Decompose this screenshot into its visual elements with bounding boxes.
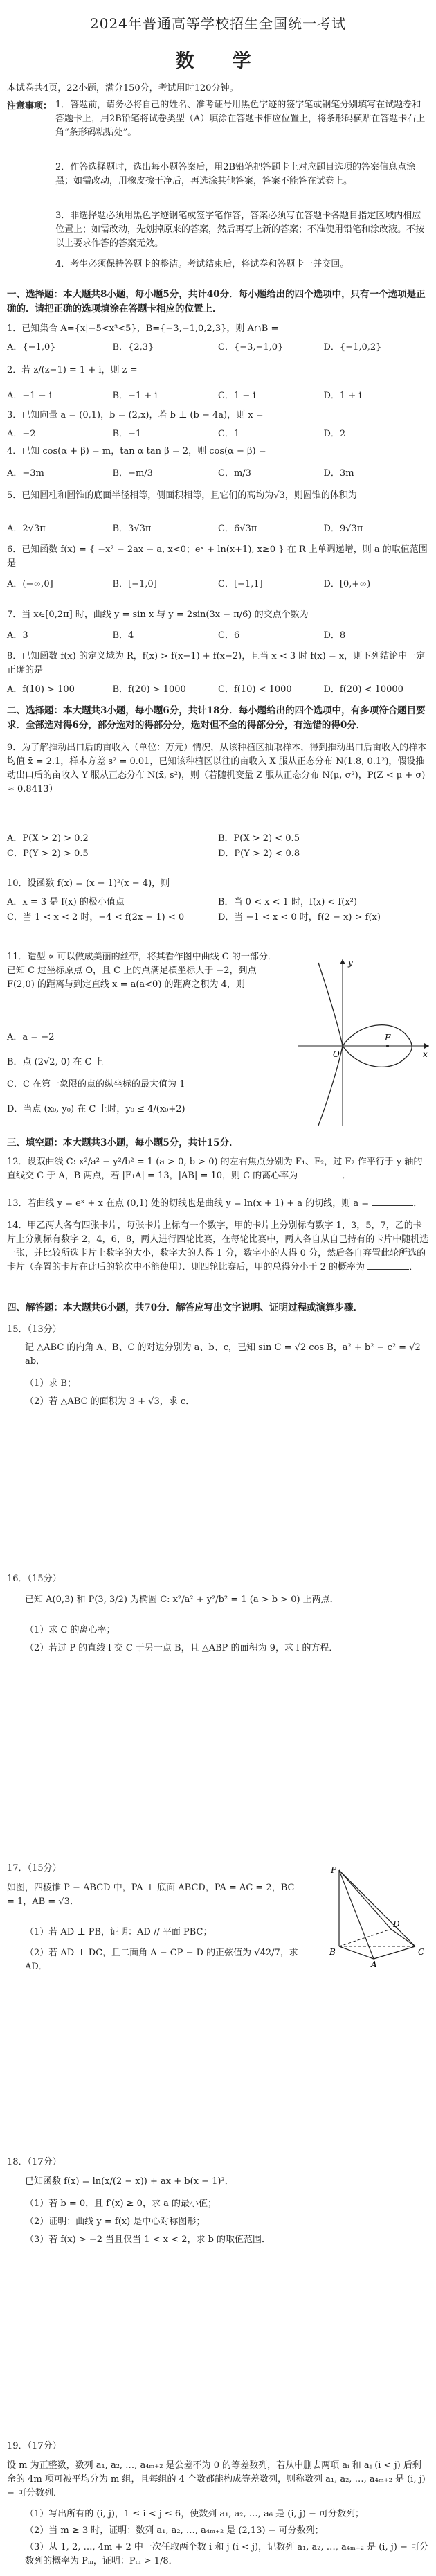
x-axis-label: x [423,1049,428,1059]
question-stem: 9．为了解推动出口后的亩收入（单位：万元）情况，从该种植区抽取样本，得到推动出口后亩收入的样本均值 x̄ = 2.1，样本方差 s² = 0.01，已知该种植区以往的亩收入 X 服从正态分布 N(1.8, 0.1²)，假设推动出口后的亩收入 Y 服从正态分布 N(x̄, s²)，则（若随机变量 Z 服从正态分布 N(μ, σ²)，P(Z < μ + σ) ≈ 0.8413） [7,743,427,795]
option-b: B．P(X > 2) < 0.5 [218,833,300,844]
option-a: A．a = −2 [7,1032,55,1042]
section-heading: 一、选择题：本大题共8小题，每小题5分，共计40分．每小题给出的四个选项中，只有一个选项是正确的．请把正确的选项填涂在答题卡相应的位置上． [7,289,426,314]
question-stem: 3．已知向量 a = (0,1)，b = (2,x)，若 b ⊥ (b − 4a)，则 x = [7,410,264,420]
x-axis-arrow [424,1043,429,1049]
option-b: B．当 0 < x < 1 时，f(x) < f(x²) [218,897,357,907]
origin-label: O [333,1049,340,1059]
option-c: C．1 [218,429,240,439]
question-text: 14．甲乙两人各有四张卡片，每张卡片上标有一个数字，甲的卡片上分别标有数字 1，3，5，7，乙的卡片上分别标有数字 2，4，6，8，两人进行四轮比赛，在每轮比赛中，两人各自从自己持有的卡片中随机选一张，并比较所选卡片上数字的大小，数字大的人得 1 分，数字小的人得 0 分，然后各自弃置此轮所选的卡片（弃置的卡片在此后的轮次中不能使用）．则四轮比赛后，甲的总得分小于 2 的概率为 [7,1220,429,1273]
answer-blank[interactable] [372,1205,413,1206]
question-head: 17．（15分） [7,1863,62,1874]
question-head: 15．（13分） [7,1324,62,1335]
question-head: 16．（15分） [7,1574,62,1584]
option-d: D．3m [323,468,354,479]
notice-item: 1．答题前，请务必将自己的姓名、准考证号用黑色字迹的签字笔或钢笔分别填写在试题卷和答题卡上，用2B铅笔将试卷类型（A）填涂在答题卡相应位置上，将条形码横贴在答题卡右上角“条形码粘贴处”。 [55,100,426,139]
option-a: A．−2 [7,429,36,439]
notice-item: 4．考生必须保持答题卡的整洁。考试结束后，将试卷和答题卡一并交回。 [55,259,349,269]
option-c: C．P(Y > 2) > 0.5 [7,849,89,860]
option-d: D．P(Y > 2) < 0.8 [218,849,300,860]
option-a: A．2√3π [7,524,46,534]
question-part: （2）若过 P 的直线 l 交 C 于另一点 B，且 △ABP 的面积为 9，求 l 的方程． [25,1643,338,1653]
question-stem: 13．若曲线 y = eˣ + x 在点 (0,1) 处的切线也是曲线 y = ln(x + 1) + a 的切线，则 a = ． [7,1198,423,1209]
option-row [7,682,429,695]
option-row [7,388,429,401]
option-a: A．−1 − i [7,391,52,401]
question-stem: 5．已知圆柱和圆锥的底面半径相等，侧面积相等，且它们的高均为√3，则圆锥的体积为 [7,490,357,501]
question-stem: 12．设双曲线 C: x²/a² − y²/b² = 1 (a > 0, b > 0) 的左右焦点分别为 F₁、F₂，过 F₂ 作平行于 y 轴的直线交 C 于 A，B 两点，若 |F₁A| = 13，|AB| = 10，则 C 的离心率为 ． [7,1157,423,1182]
question-stem: 8．已知函数 f(x) 的定义域为 R，f(x) > f(x−1) + f(x−2)，且当 x < 3 时 f(x) = x，则下列结论中一定正确的是 [7,651,426,676]
question-stem: 设 m 为正整数，数列 a₁, a₂, …, a₄ₘ₊₂ 是公差不为 0 的等差数列，若从中删去两项 aᵢ 和 aⱼ (i < j) 后剩余的 4m 项可被平均分为 m 组，且每组的 4 个数都能构成等差数列，则称数列 a₁, a₂, …, a₄ₘ₊₂ 是 (i, j) − 可分数列． [7,2460,426,2499]
option-b: B．f(20) > 1000 [112,684,186,695]
pyramid-figure [325,1863,429,1967]
option-d: D．2 [323,429,346,439]
option-row [7,339,429,353]
intro-text: 本试卷共4页，22小题，满分150分，考试用时120分钟。 [7,83,239,94]
notice-item: 2．作答选择题时，选出每小题答案后，用2B铅笔把答题卡上对应题目选项的答案信息点涂黑；如需改动，用橡皮擦干净后，再选涂其他答案，答案不能答在试卷上。 [55,162,416,187]
option-row [7,521,429,534]
option-c: C．f(10) < 1000 [218,684,292,695]
option-a: A．(−∞,0] [7,579,53,589]
question-text: 12．设双曲线 C: x²/a² − y²/b² = 1 (a > 0, b > 0) 的左右焦点分别为 F₁、F₂，过 F₂ 作平行于 y 轴的直线交 C 于 A，B 两点，若 |F₁A| = 13，|AB| = 10，则 C 的离心率为 [7,1157,423,1182]
question-head: 18．（17分） [7,2157,62,2167]
option-b: B．−m/3 [112,468,153,479]
edge-bc [374,1946,415,1959]
question-part: （2）若 △ABC 的面积为 3 + √3，求 c． [25,1396,195,1407]
question-part: （1）若 AD ⊥ PB，证明：AD // 平面 PBC； [25,1927,212,1937]
vertex-label: D [393,1919,400,1929]
question-part: （2）证明：曲线 y = f(x) 是中心对称图形； [25,2217,206,2227]
question-part: （1）写出所有的 (i, j)，1 ≤ i < j ≤ 6，使数列 a₁, a₂, …, a₆ 是 (i, j) − 可分数列； [25,2509,365,2519]
option-row [7,576,429,589]
question-part: （1）求 B； [25,1378,76,1389]
option-d: D．8 [323,630,346,641]
option-a: A．P(X > 2) > 0.2 [7,833,89,844]
vertex-label: B [329,1947,336,1957]
notice-label: 注意事项： [7,101,53,112]
question-stem: 4．已知 cos(α + β) = m，tan α tan β = 2，则 cos(α − β) = [7,446,266,456]
option-c: C．m/3 [218,468,251,479]
notice-item: 3．非选择题必须用黑色字迹钢笔或签字笔作答，答案必须写在答题卡各题目指定区域内相应位置上；如需改动，先划掉原来的答案，然后再写上新的答案；不准使用铅笔和涂改液。不按以上要求作答的答案无效。 [55,211,425,249]
option-b: B．点 (2√2, 0) 在 C 上 [7,1057,104,1067]
question-part: （3）若 f(x) > −2 当且仅当 1 < x < 2，求 b 的取值范围． [25,2235,271,2245]
vertex-label: C [418,1947,425,1957]
subject-title: 数 学 [175,51,261,72]
question-part: （1）若 b = 0，且 f′(x) ≥ 0，求 a 的最小值； [25,2199,217,2209]
option-c: C．[−1,1] [218,579,263,589]
edge-cd [391,1929,415,1946]
edge-ab [339,1946,374,1959]
focus-label: F [385,1033,391,1042]
option-b: B．−1 [112,429,142,439]
question-stem: 7．当 x∈[0,2π] 时，曲线 y = sin x 与 y = 2sin(3x − π/6) 的交点个数为 [7,610,309,620]
option-b: B．{2,3} [112,342,154,353]
y-axis-arrow [340,959,345,964]
option-d: D．当 −1 < x < 0 时，f(2 − x) > f(x) [218,912,381,923]
option-row [7,628,429,641]
question-stem: 如图，四棱锥 P − ABCD 中，PA ⊥ 底面 ABCD，PA = AC = 2，BC = 1，AB = √3． [7,1883,295,1908]
answer-blank[interactable] [367,1269,409,1270]
option-b: B．3√3π [112,524,152,534]
question-part: （3）从 1, 2, …, 4m + 2 中一次任取两个数 i 和 j (i < j)，记数列 a₁, a₂, …, a₄ₘ₊₂ 是 (i, j) − 可分数列的概率为 Pₘ，证明：Pₘ > 1/8． [25,2542,428,2567]
option-row [7,465,429,479]
option-a: A．3 [7,630,28,641]
option-d: D．当点 (x₀, y₀) 在 C 上时，y₀ ≤ 4/(x₀+2) [7,1104,185,1114]
option-c: C．C 在第一象限的点的纵坐标的最大值为 1 [7,1079,185,1090]
option-a: A．{−1,0} [7,342,56,353]
question-part: （2）当 m ≥ 3 时，证明：数列 a₁, a₂, …, a₄ₘ₊₂ 是 (2,13) − 可分数列； [25,2525,324,2536]
question-stem: 记 △ABC 的内角 A、B、C 的对边分别为 a、b、c，已知 sin C = √2 cos B，a² + b² − c² = √2 ab． [25,1342,421,1367]
edge-pb [339,1870,374,1959]
option-b: B．4 [112,630,134,641]
question-stem: 已知 A(0,3) 和 P(3, 3/2) 为椭圆 C: x²/a² + y²/b² = 1 (a > b > 0) 上两点． [25,1595,339,1605]
option-d: D．1 + i [323,391,362,401]
option-d: D．9√3π [323,524,363,534]
option-d: D．{−1,0,2} [323,342,382,353]
option-a: A．−3m [7,468,44,479]
question-stem: 1．已知集合 A={x|−5<x³<5}，B={−3,−1,0,2,3}，则 A∩B = [7,323,279,334]
option-a: A．x = 3 是 f(x) 的极小值点 [7,897,125,907]
question-stem: 6．已知函数 f(x) = { −x² − 2ax − a, x<0；eˣ + ln(x+1), x≥0 } 在 R 上单调递增，则 a 的取值范围是 [7,544,428,569]
question-stem: 10．设函数 f(x) = (x − 1)²(x − 4)，则 [7,878,170,889]
option-grid [7,831,429,862]
option-d: D．f(20) < 10000 [323,684,403,695]
option-c: C．当 1 < x < 2 时，−4 < f(2x − 1) < 0 [7,912,185,923]
question-head: 19．（17分） [7,2441,62,2451]
option-row [7,426,429,439]
section-heading: 三、填空题：本大题共3小题，每小题5分，共计15分． [7,1137,239,1148]
edge-pd [339,1870,391,1929]
option-b: B．[−1,0] [112,579,157,589]
option-a: A．f(10) > 100 [7,684,75,695]
focus-point [386,1045,389,1047]
y-axis-label: y [348,958,353,968]
option-c: C．1 − i [218,391,256,401]
section-heading: 二、选择题：本大题共3小题，每小题6分，共计18分．每小题给出的四个选项中，有多项符合题目要求．全部选对得6分，部分选对的得部分分，选对但不全的得部分分，有选错的得0分． [7,705,426,731]
option-b: B．−1 + i [112,391,158,401]
option-c: C．6√3π [218,524,257,534]
question-text: 13．若曲线 y = eˣ + x 在点 (0,1) 处的切线也是曲线 y = ln(x + 1) + a 的切线，则 a = [7,1198,370,1209]
paper-title: 2024年普通高等学校招生全国统一考试 [90,15,346,32]
question-part: （2）若 AD ⊥ DC，且二面角 A − CP − D 的正弦值为 √42/7，求 AD． [25,1948,298,1973]
question-stem: 2．若 z/(z−1) = 1 + i，则 z = [7,365,138,375]
option-c: C．6 [218,630,240,641]
question-stem: 已知函数 f(x) = ln(x/(2 − x)) + ax + b(x − 1)³． [25,2176,234,2187]
question-stem: 11．造型 ∝ 可以做成美丽的丝带，将其看作图中曲线 C 的一部分．已知 C 过坐标原点 O，且 C 上的点满足横坐标大于 −2，到点 F(2,0) 的距离与到定直线 x = a(a<0) 的距离之积为 4，则 [7,952,277,991]
question-part: （1）求 C 的离心率； [25,1625,116,1635]
edge-pc [339,1870,415,1946]
question-stem: 14．甲乙两人各有四张卡片，每张卡片上标有一个数字，甲的卡片上分别标有数字 1，3，5，7，乙的卡片上分别标有数字 2，4，6，8，两人进行四轮比赛，在每轮比赛中，两人各自从自己持有的卡片中随机选一张，并比较所选卡片上数字的大小，数字大的人得 1 分，数字小的人得 0 分，然后各自弃置此轮所选的卡片（弃置的卡片在此后的轮次中不能使用）．则四轮比赛后，甲的总得分小于 2 的概率为 ． [7,1220,429,1273]
vertex-label: P [331,1865,337,1875]
section-heading: 四、解答题：本大题共6小题，共70分．解答应写出文字说明、证明过程或演算步骤． [7,1302,363,1313]
curve-figure [294,956,433,1129]
vertex-label: A [371,1960,377,1967]
option-grid [7,895,429,925]
option-d: D．[0,+∞) [323,579,371,589]
option-c: C．{−3,−1,0} [218,342,284,353]
curve-branch [318,963,343,1126]
